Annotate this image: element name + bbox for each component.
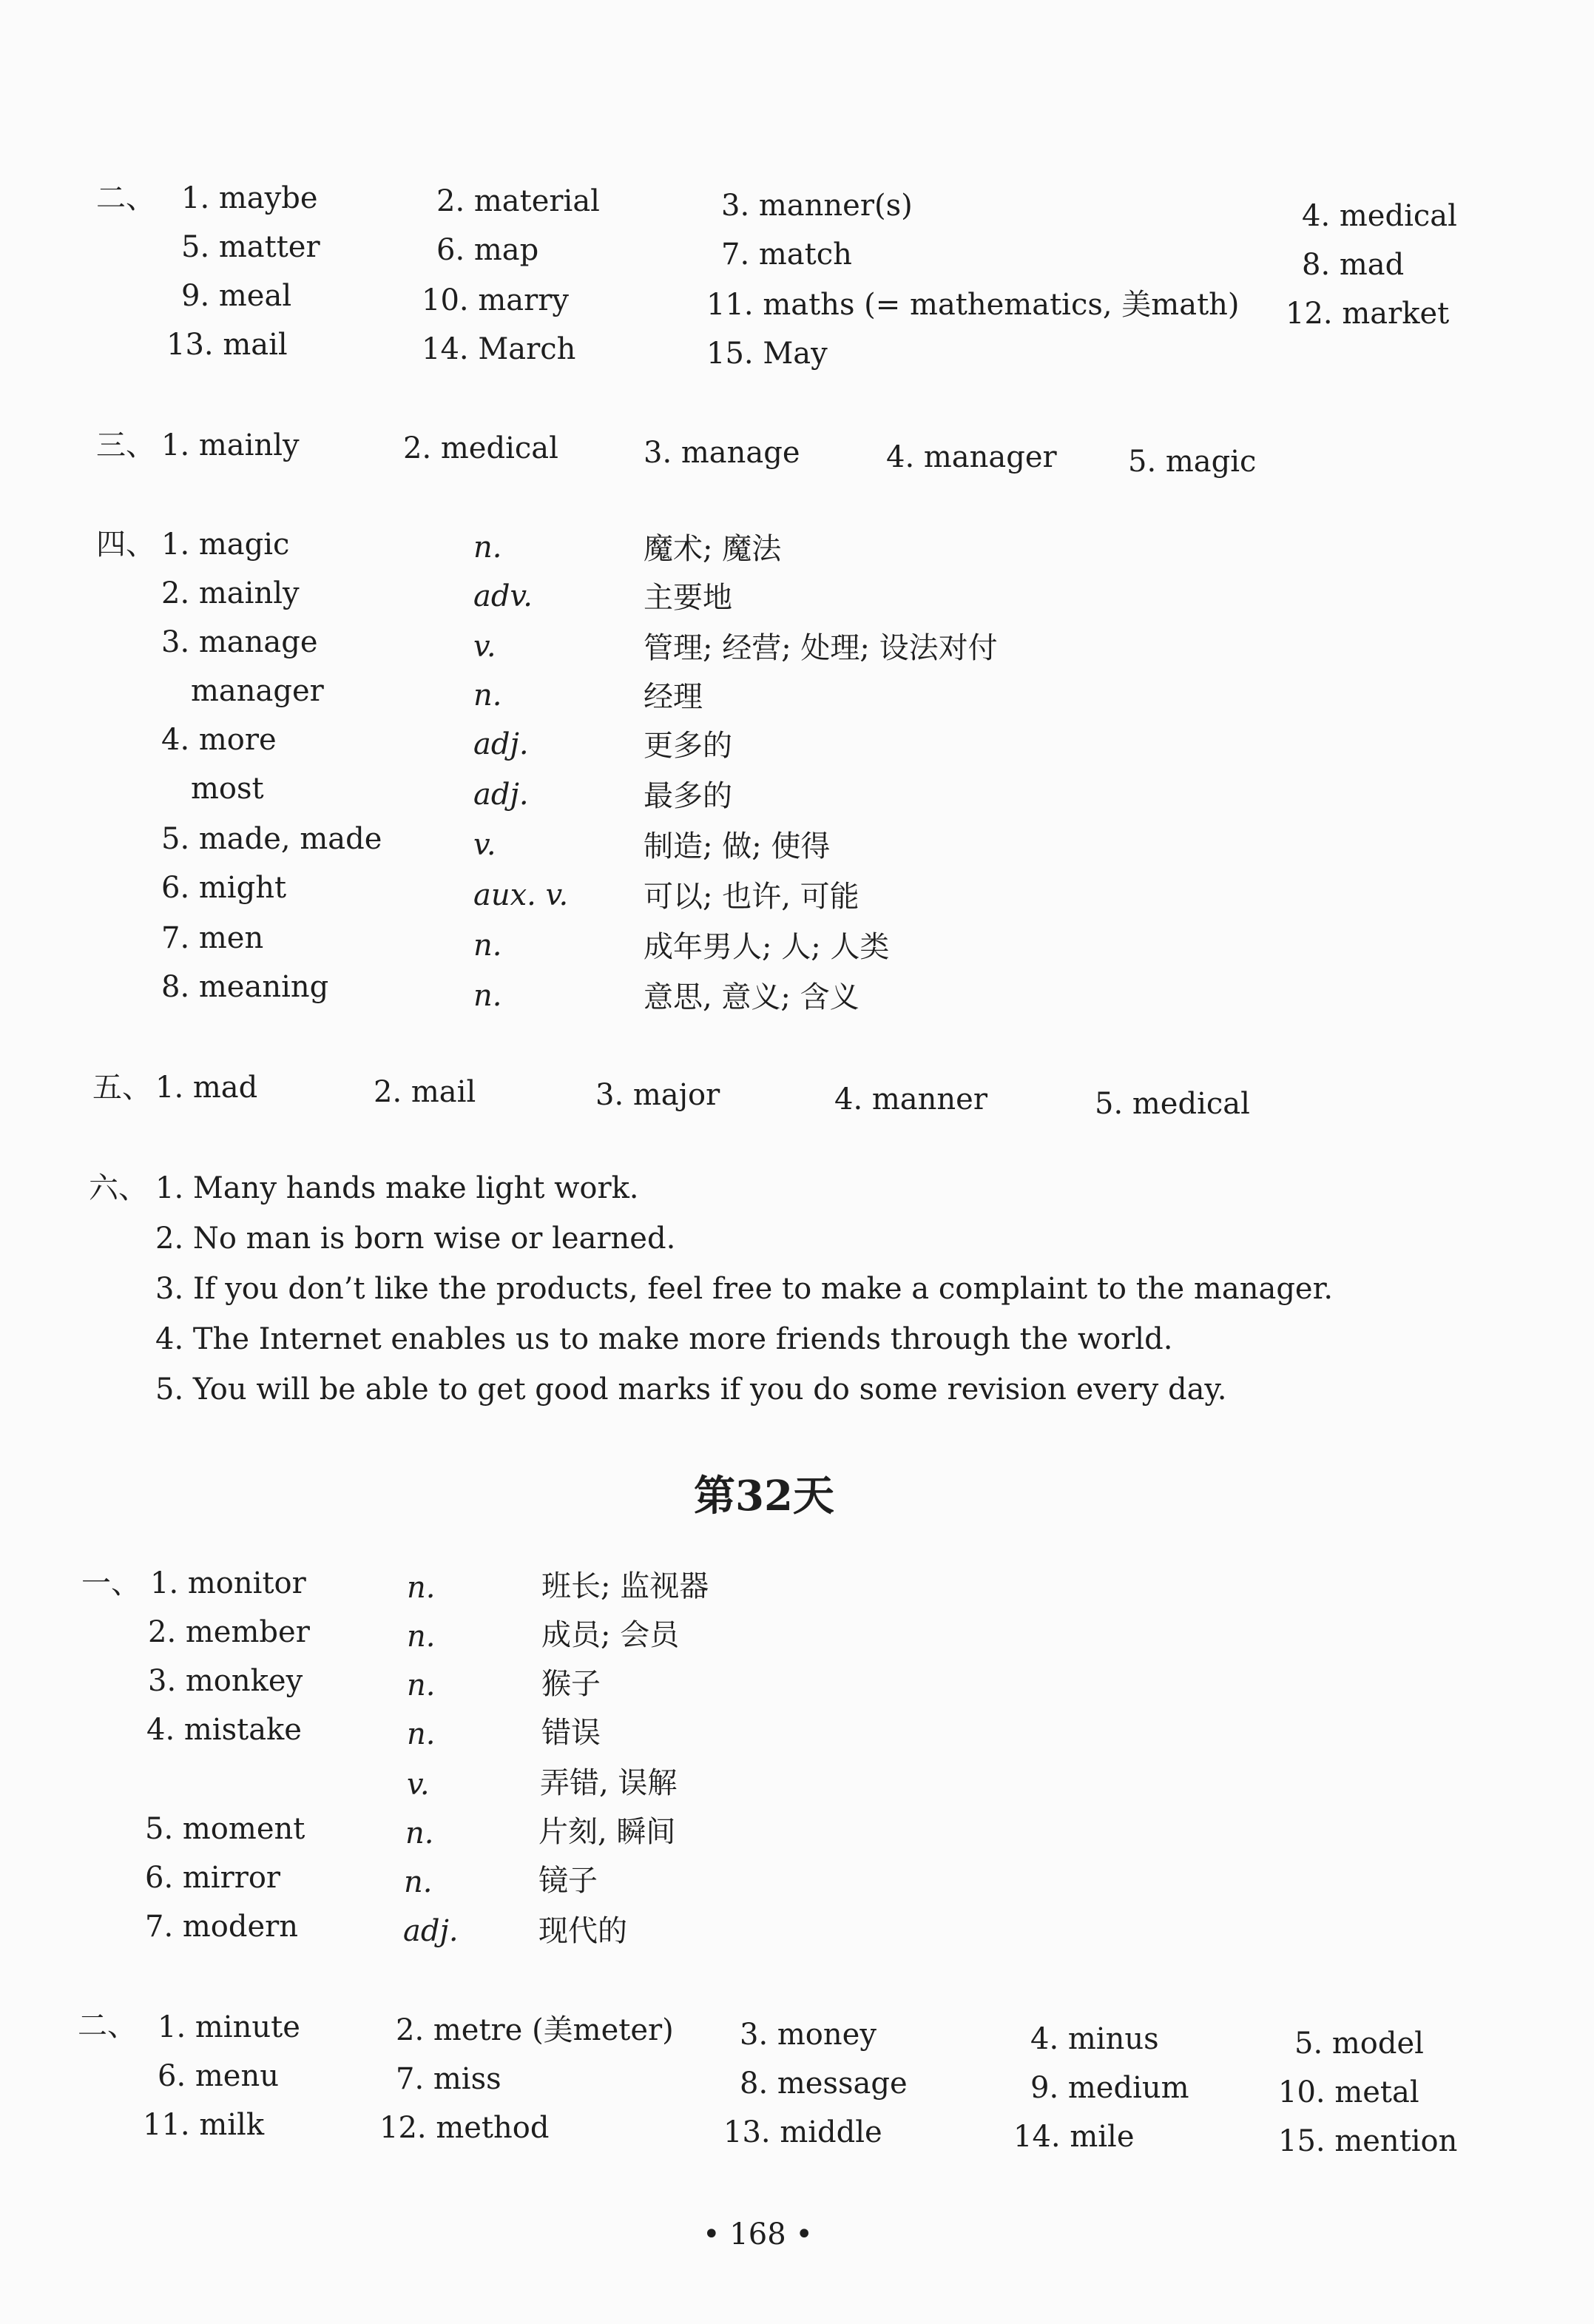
answer-item: 5. model bbox=[1294, 2027, 1424, 2061]
part-of-speech: adj. bbox=[403, 1914, 459, 1948]
answer-item: 11. milk bbox=[143, 2108, 265, 2142]
sentence: 1. Many hands make light work. bbox=[155, 1171, 639, 1205]
answer-item: 3. money bbox=[740, 2018, 877, 2052]
vocab-word: 1. magic bbox=[161, 528, 290, 562]
vocab-word: 7. modern bbox=[145, 1910, 299, 1944]
answer-item: 13. middle bbox=[723, 2115, 882, 2149]
answer-item: 2. medical bbox=[403, 431, 558, 465]
answer-item: 2. metre (美meter) bbox=[396, 2013, 674, 2047]
answer-item: 15. mention bbox=[1278, 2124, 1458, 2158]
part-of-speech: n. bbox=[407, 1620, 436, 1654]
part-of-speech: n. bbox=[473, 678, 502, 713]
vocab-meaning: 更多的 bbox=[644, 729, 732, 763]
answer-item: 8. message bbox=[740, 2067, 908, 2101]
vocab-meaning: 猴子 bbox=[541, 1667, 601, 1701]
answer-item: 4. medical bbox=[1302, 199, 1457, 233]
part-of-speech: n. bbox=[407, 1668, 436, 1702]
vocab-meaning: 片刻, 瞬间 bbox=[538, 1815, 676, 1849]
page-number: • 168 • bbox=[703, 2217, 813, 2251]
vocab-word: 4. more bbox=[161, 723, 277, 757]
part-of-speech: adj. bbox=[473, 727, 529, 761]
vocab-meaning: 意思, 意义; 含义 bbox=[644, 980, 860, 1014]
answer-item: 2. material bbox=[436, 184, 600, 218]
vocab-word: 5. moment bbox=[145, 1812, 305, 1846]
vocab-meaning: 制造; 做; 使得 bbox=[644, 829, 831, 863]
sentence: 4. The Internet enables us to make more friends through the world. bbox=[155, 1322, 1173, 1356]
section-label: 二、 bbox=[96, 181, 155, 215]
vocab-word: most bbox=[191, 772, 264, 806]
answer-item: 5. medical bbox=[1095, 1087, 1250, 1121]
vocab-meaning: 镜子 bbox=[538, 1864, 598, 1898]
vocab-word: 2. member bbox=[148, 1615, 310, 1649]
sentence: 2. No man is born wise or learned. bbox=[155, 1222, 676, 1256]
answer-item: 14. mile bbox=[1013, 2120, 1135, 2154]
sentence: 5. You will be able to get good marks if you do some revision every day. bbox=[155, 1372, 1227, 1407]
vocab-meaning: 班长; 监视器 bbox=[541, 1569, 709, 1603]
vocab-word: 8. meaning bbox=[161, 970, 329, 1004]
vocab-word: manager bbox=[191, 674, 324, 708]
answer-item: 1. minute bbox=[158, 2010, 300, 2044]
day-title: 第32天 bbox=[694, 1472, 834, 1520]
part-of-speech: n. bbox=[407, 1717, 436, 1751]
vocab-meaning: 魔术; 魔法 bbox=[644, 532, 782, 566]
part-of-speech: n. bbox=[405, 1816, 434, 1850]
vocab-meaning: 弄错, 误解 bbox=[540, 1766, 678, 1800]
section-label: 六、 bbox=[89, 1171, 148, 1205]
part-of-speech: n. bbox=[473, 531, 502, 565]
vocab-meaning: 最多的 bbox=[644, 779, 732, 813]
part-of-speech: n. bbox=[404, 1865, 433, 1899]
answer-item: 5. matter bbox=[181, 230, 320, 264]
answer-item: 12. method bbox=[379, 2111, 550, 2145]
part-of-speech: v. bbox=[473, 630, 496, 664]
section-label: 二、 bbox=[78, 2009, 137, 2043]
vocab-word: 6. might bbox=[161, 871, 287, 905]
vocab-word: 7. men bbox=[161, 921, 264, 955]
section-label: 五、 bbox=[92, 1071, 152, 1105]
answer-item: 5. magic bbox=[1128, 445, 1257, 479]
vocab-meaning: 现代的 bbox=[538, 1914, 627, 1948]
answer-item: 4. manner bbox=[834, 1082, 987, 1116]
vocab-word: 5. made, made bbox=[161, 822, 382, 856]
answer-item: 1. maybe bbox=[181, 181, 318, 215]
answer-item: 4. minus bbox=[1030, 2022, 1159, 2056]
vocab-word: 4. mistake bbox=[146, 1713, 302, 1747]
section-label: 四、 bbox=[96, 528, 155, 562]
vocab-meaning: 管理; 经营; 处理; 设法对付 bbox=[644, 631, 998, 665]
answer-item: 2. mail bbox=[374, 1075, 476, 1109]
part-of-speech: n. bbox=[407, 1571, 436, 1605]
vocab-meaning: 可以; 也许, 可能 bbox=[644, 880, 860, 914]
answer-item: 7. miss bbox=[396, 2062, 501, 2096]
answer-item: 12. market bbox=[1286, 297, 1450, 331]
vocab-word: 2. mainly bbox=[161, 576, 300, 610]
answer-item: 11. maths (= mathematics, 美math) bbox=[706, 288, 1240, 322]
part-of-speech: adv. bbox=[473, 579, 533, 613]
answer-item: 1. mainly bbox=[161, 428, 300, 462]
part-of-speech: aux. v. bbox=[473, 878, 569, 912]
vocab-word: 1. monitor bbox=[150, 1566, 306, 1600]
answer-item: 10. metal bbox=[1278, 2075, 1419, 2109]
answer-item: 9. medium bbox=[1030, 2071, 1189, 2105]
vocab-meaning: 主要地 bbox=[644, 581, 732, 615]
answer-item: 15. May bbox=[706, 337, 828, 371]
answer-item: 14. March bbox=[422, 332, 576, 366]
sentence: 3. If you don’t like the products, feel free to make a complaint to the manager. bbox=[155, 1272, 1334, 1306]
section-label: 一、 bbox=[81, 1566, 141, 1600]
vocab-meaning: 成员; 会员 bbox=[541, 1618, 680, 1652]
part-of-speech: n. bbox=[473, 929, 502, 963]
answer-item: 3. manner(s) bbox=[721, 189, 913, 223]
part-of-speech: n. bbox=[473, 979, 502, 1013]
answer-item: 8. mad bbox=[1302, 248, 1405, 282]
part-of-speech: v. bbox=[407, 1768, 430, 1802]
answer-item: 3. major bbox=[595, 1078, 720, 1112]
answer-item: 13. mail bbox=[166, 328, 288, 362]
answer-item: 9. meal bbox=[181, 279, 292, 313]
answer-item: 3. manage bbox=[644, 436, 800, 470]
vocab-word: 3. monkey bbox=[148, 1664, 303, 1698]
answer-item: 1. mad bbox=[155, 1071, 258, 1105]
vocab-word: 6. mirror bbox=[145, 1861, 281, 1895]
vocab-meaning: 经理 bbox=[644, 680, 703, 714]
part-of-speech: v. bbox=[473, 828, 496, 862]
answer-item: 6. menu bbox=[158, 2059, 280, 2093]
section-label: 三、 bbox=[96, 428, 155, 462]
vocab-meaning: 错误 bbox=[541, 1716, 601, 1750]
answer-item: 10. marry bbox=[422, 283, 569, 317]
vocab-word: 3. manage bbox=[161, 625, 318, 659]
answer-item: 7. match bbox=[721, 238, 852, 272]
vocab-meaning: 成年男人; 人; 人类 bbox=[644, 930, 890, 964]
answer-item: 4. manager bbox=[886, 440, 1057, 474]
part-of-speech: adj. bbox=[473, 778, 529, 812]
answer-item: 6. map bbox=[436, 233, 539, 267]
